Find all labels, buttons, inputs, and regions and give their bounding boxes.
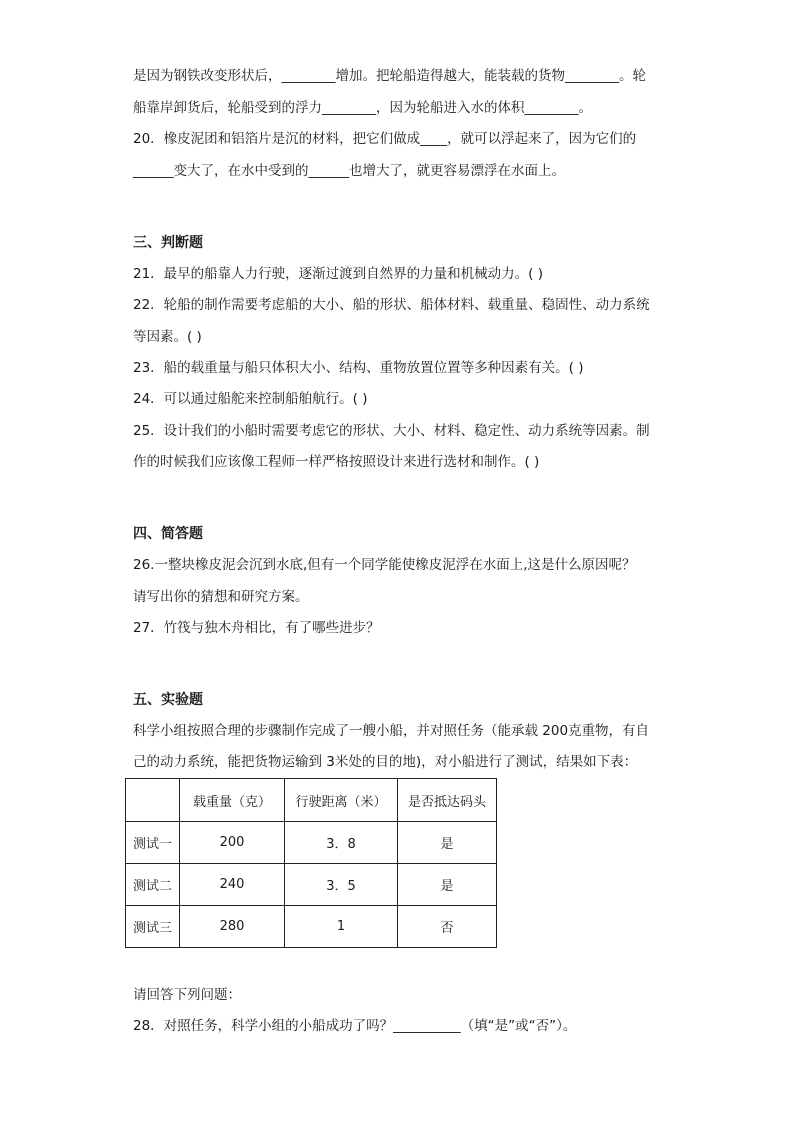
q19-line-2: 船靠岸卸货后，轮船受到的浮力________，因为轮船进入水的体积________。 bbox=[133, 100, 592, 116]
table-header-cell: 载重量（克） bbox=[180, 779, 285, 822]
table-row bbox=[126, 822, 497, 864]
q22-line-1: 22．轮船的制作需要考虑船的大小、船的形状、船体材料、载重量、稳固性、动力系统 bbox=[133, 297, 650, 313]
table-cell: 240 bbox=[180, 864, 285, 906]
q20-line-2: ______变大了，在水中受到的______也增大了，就更容易漂浮在水面上。 bbox=[133, 163, 565, 179]
table-cell: 测试二 bbox=[126, 864, 180, 906]
q25-line-1: 25．设计我们的小船时需要考虑它的形状、大小、材料、稳定性、动力系统等因素。制 bbox=[133, 423, 650, 439]
table-cell: 200 bbox=[180, 822, 285, 864]
q21: 21．最早的船靠人力行驶，逐渐过渡到自然界的力量和机械动力。( ) bbox=[133, 266, 544, 282]
table-cell: 是 bbox=[398, 822, 497, 864]
q24: 24．可以通过船舵来控制船舶航行。( ) bbox=[133, 391, 368, 407]
table-header-cell: 是否抵达码头 bbox=[398, 779, 497, 822]
table-cell: 否 bbox=[398, 906, 497, 948]
table-cell: 测试三 bbox=[126, 906, 180, 948]
q20-line-1: 20．橡皮泥团和铝箔片是沉的材料，把它们做成____，就可以浮起来了，因为它们的 bbox=[133, 131, 637, 147]
table-row bbox=[126, 906, 497, 948]
table-header-row bbox=[126, 779, 497, 822]
table-cell: 1 bbox=[285, 906, 398, 948]
table-cell: 3．5 bbox=[285, 864, 398, 906]
q19-line-1: 是因为钢铁改变形状后，________增加。把轮船造得越大，能装载的货物________。轮 bbox=[133, 68, 646, 84]
experiment-intro-line-1: 科学小组按照合理的步骤制作完成了一艘小船，并对照任务（能承载 200克重物，有自 bbox=[133, 723, 650, 739]
experiment-intro-line-2: 己的动力系统，能把货物运输到 3米处的目的地)，对小船进行了测试，结果如下表： bbox=[133, 754, 638, 770]
q26-line-1: 26.一整块橡皮泥会沉到水底,但有一个同学能使橡皮泥浮在水面上,这是什么原因呢？ bbox=[133, 557, 636, 573]
table-header-cell: 行驶距离（米） bbox=[285, 779, 398, 822]
q22-line-2: 等因素。( ) bbox=[133, 329, 202, 345]
answer-prompt: 请回答下列问题： bbox=[133, 987, 241, 1003]
table-row bbox=[126, 864, 497, 906]
table-cell: 280 bbox=[180, 906, 285, 948]
q26-line-2: 请写出你的猜想和研究方案。 bbox=[133, 589, 309, 605]
q25-line-2: 作的时候我们应该像工程师一样严格按照设计来进行选材和制作。( ) bbox=[133, 454, 540, 470]
q23: 23．船的载重量与船只体积大小、结构、重物放置位置等多种因素有关。( ) bbox=[133, 360, 584, 376]
q28: 28．对照任务，科学小组的小船成功了吗？__________（填“是”或“否”）。 bbox=[133, 1018, 577, 1034]
table-cell: 是 bbox=[398, 864, 497, 906]
table-cell: 测试一 bbox=[126, 822, 180, 864]
section-short-answer-title: 四、简答题 bbox=[133, 526, 203, 542]
table-cell: 3．8 bbox=[285, 822, 398, 864]
test-results-table bbox=[125, 778, 497, 948]
table-header-cell bbox=[126, 779, 180, 822]
section-experiment-title: 五、实验题 bbox=[133, 692, 203, 708]
section-true-false-title: 三、判断题 bbox=[133, 235, 203, 251]
q27: 27．竹筏与独木舟相比，有了哪些进步？ bbox=[133, 620, 380, 636]
